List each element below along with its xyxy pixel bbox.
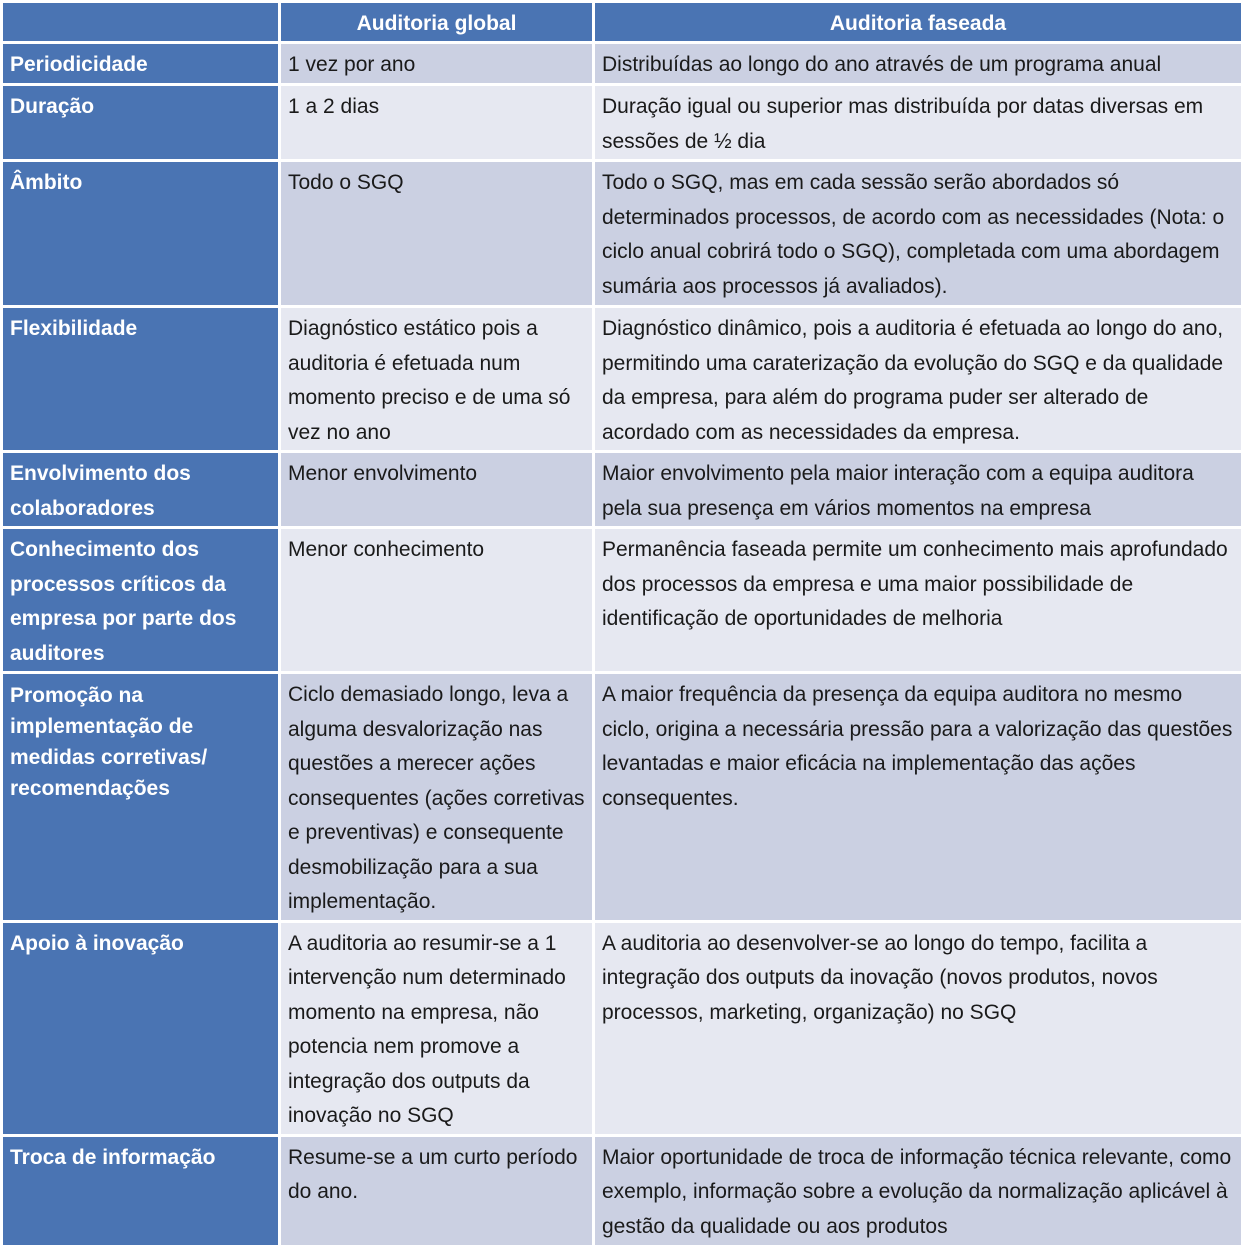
global-cell: Ciclo demasiado longo, leva a alguma desvalorização nas questões a merecer ações consequentes (ações corretivas e preventivas) e consequente desmobilização para a sua implementação. xyxy=(280,673,594,922)
table-row xyxy=(2,1135,1241,1246)
row-label: Troca de informação xyxy=(2,1135,280,1246)
header-auditoria-faseada: Auditoria faseada xyxy=(594,2,1241,43)
table-row xyxy=(2,161,1241,307)
row-label: Periodicidade xyxy=(2,43,280,85)
faseada-cell: Distribuídas ao longo do ano através de um programa anual xyxy=(594,43,1241,85)
row-label: Conhecimento dos processos críticos da empresa por parte dos auditores xyxy=(2,528,280,673)
global-cell: 1 a 2 dias xyxy=(280,85,594,161)
row-label: Duração xyxy=(2,85,280,161)
faseada-cell: A auditoria ao desenvolver-se ao longo do tempo, facilita a integração dos outputs da inovação (novos produtos, novos processos, marketing, organização) no SGQ xyxy=(594,921,1241,1135)
faseada-cell: A maior frequência da presença da equipa auditora no mesmo ciclo, origina a necessária pressão para a valorização das questões levantadas e maior eficácia na implementação das ações consequentes. xyxy=(594,673,1241,922)
global-cell: A auditoria ao resumir-se a 1 intervenção num determinado momento na empresa, não potencia nem promove a integração dos outputs da inovação no SGQ xyxy=(280,921,594,1135)
global-cell: Menor conhecimento xyxy=(280,528,594,673)
row-label: Âmbito xyxy=(2,161,280,307)
table-row xyxy=(2,43,1241,85)
global-cell: Resume-se a um curto período do ano. xyxy=(280,1135,594,1246)
faseada-cell: Diagnóstico dinâmico, pois a auditoria é efetuada ao longo do ano, permitindo uma caraterização da evolução do SGQ e da qualidade da empresa, para além do programa puder ser alterado de acordado com as necessidades da empresa. xyxy=(594,307,1241,452)
table-row xyxy=(2,673,1241,922)
row-label: Apoio à inovação xyxy=(2,921,280,1135)
table-row xyxy=(2,307,1241,452)
faseada-cell: Duração igual ou superior mas distribuída por datas diversas em sessões de ½ dia xyxy=(594,85,1241,161)
row-label: Envolvimento dos colaboradores xyxy=(2,452,280,528)
header-corner xyxy=(2,2,280,43)
table-row xyxy=(2,452,1241,528)
faseada-cell: Maior oportunidade de troca de informação técnica relevante, como exemplo, informação sobre a evolução da normalização aplicável à gestão da qualidade ou aos produtos xyxy=(594,1135,1241,1246)
faseada-cell: Todo o SGQ, mas em cada sessão serão abordados só determinados processos, de acordo com as necessidades (Nota: o ciclo anual cobrirá todo o SGQ), completada com uma abordagem sumária aos processos já avaliados). xyxy=(594,161,1241,307)
table-row xyxy=(2,85,1241,161)
global-cell: Diagnóstico estático pois a auditoria é efetuada num momento preciso e de uma só vez no ano xyxy=(280,307,594,452)
table-row xyxy=(2,528,1241,673)
faseada-cell: Permanência faseada permite um conhecimento mais aprofundado dos processos da empresa e uma maior possibilidade de identificação de oportunidades de melhoria xyxy=(594,528,1241,673)
global-cell: Todo o SGQ xyxy=(280,161,594,307)
header-row xyxy=(2,2,1241,43)
global-cell: 1 vez por ano xyxy=(280,43,594,85)
row-label: Promoção na implementação de medidas corretivas/ recomendações xyxy=(2,673,280,922)
global-cell: Menor envolvimento xyxy=(280,452,594,528)
header-auditoria-global: Auditoria global xyxy=(280,2,594,43)
table-row xyxy=(2,921,1241,1135)
faseada-cell: Maior envolvimento pela maior interação com a equipa auditora pela sua presença em vários momentos na empresa xyxy=(594,452,1241,528)
row-label: Flexibilidade xyxy=(2,307,280,452)
